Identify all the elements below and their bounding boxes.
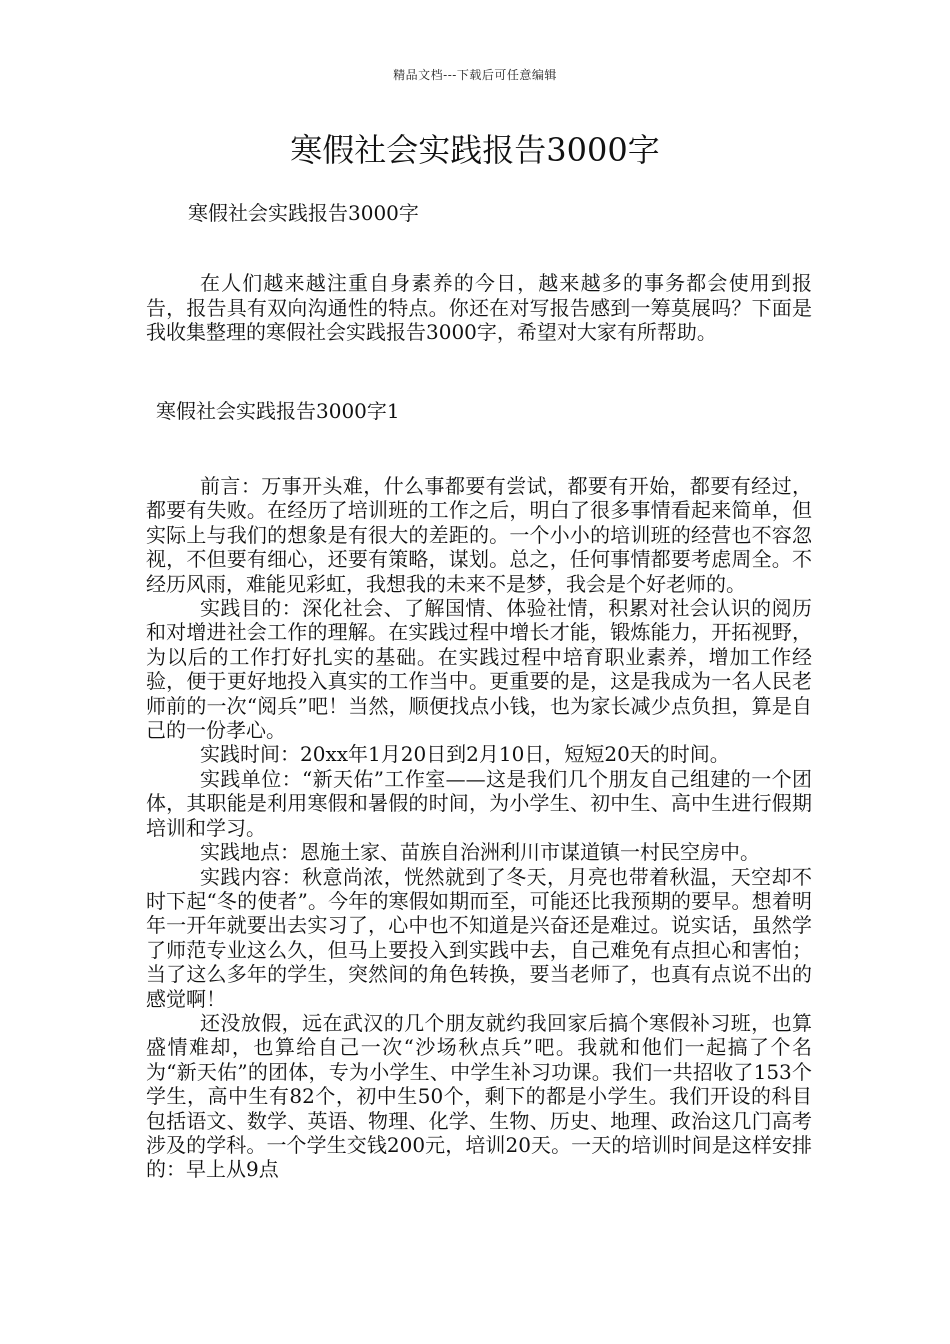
paragraph-content: 实践内容：秋意尚浓，恍然就到了冬天，月亮也带着秋温，天空却不时下起“冬的使者”。今年的寒假如期而至，可能还比我预期的要早。想着明年一开年就要出去实习了，心中也不知道是兴奋还是难过。说实话，虽然学了师范专业这么久，但马上要投入到实践中去，自己难免有点担心和害怕；当了这么多年的学生，突然间的角色转换，要当老师了，也真有点说不出的感觉啊！ <box>146 864 812 1011</box>
intro-paragraph: 在人们越来越注重自身素养的今日，越来越多的事务都会使用到报告，报告具有双向沟通性的特点。你还在对写报告感到一筹莫展吗？下面是我收集整理的寒假社会实践报告3000字，希望对大家有所帮助。 <box>146 271 812 344</box>
paragraph-preface: 前言：万事开头难，什么事都要有尝试，都要有开始，都要有经过，都要有失败。在经历了培训班的工作之后，明白了很多事情看起来简单，但实际上与我们的想象是有很大的差距的。一个小小的培训班的经营也不容忽视，不但要有细心，还要有策略，谋划。总之，任何事情都要考虑周全。不经历风雨，难能见彩虹，我想我的未来不是梦，我会是个好老师的。 <box>146 474 812 596</box>
section-heading: 寒假社会实践报告3000字1 <box>156 399 400 423</box>
paragraph-purpose: 实践目的：深化社会、了解国情、体验社情，积累对社会认识的阅历和对增进社会工作的理解。在实践过程中增长才能，锻炼能力，开拓视野，为以后的工作打好扎实的基础。在实践过程中培育职业素养，增加工作经验，便于更好地投入真实的工作当中。更重要的是，这是我成为一名人民老师前的一次“阅兵”吧！当然，顺便找点小钱，也为家长减少点负担，算是自己的一份孝心。 <box>146 596 812 743</box>
header-note: 精品文档---下载后可任意编辑 <box>393 68 557 82</box>
paragraph-time: 实践时间：20xx年1月20日到2月10日，短短20天的时间。 <box>200 742 730 767</box>
document-title: 寒假社会实践报告3000字 <box>290 131 660 169</box>
paragraph-story: 还没放假，远在武汉的几个朋友就约我回家后搞个寒假补习班，也算盛情难却，也算给自己一次“沙场秋点兵”吧。我就和他们一起搞了个名为“新天佑”的团体，专为小学生、中学生补习功课。我们一共招收了153个学生，高中生有82个，初中生50个，剩下的都是小学生。我们开设的科目包括语文、数学、英语、物理、化学、生物、历史、地理、政治这几门高考涉及的学科。一个学生交钱200元，培训20天。一天的培训时间是这样安排的：早上从9点 <box>146 1010 812 1182</box>
paragraph-location: 实践地点：恩施土家、苗族自治洲利川市谋道镇一村民空房中。 <box>200 840 760 865</box>
document-subtitle: 寒假社会实践报告3000字 <box>188 201 419 225</box>
body-text <box>146 474 812 1182</box>
paragraph-unit: 实践单位：“新天佑”工作室——这是我们几个朋友自己组建的一个团体，其职能是利用寒假和暑假的时间，为小学生、初中生、高中生进行假期培训和学习。 <box>146 766 812 840</box>
